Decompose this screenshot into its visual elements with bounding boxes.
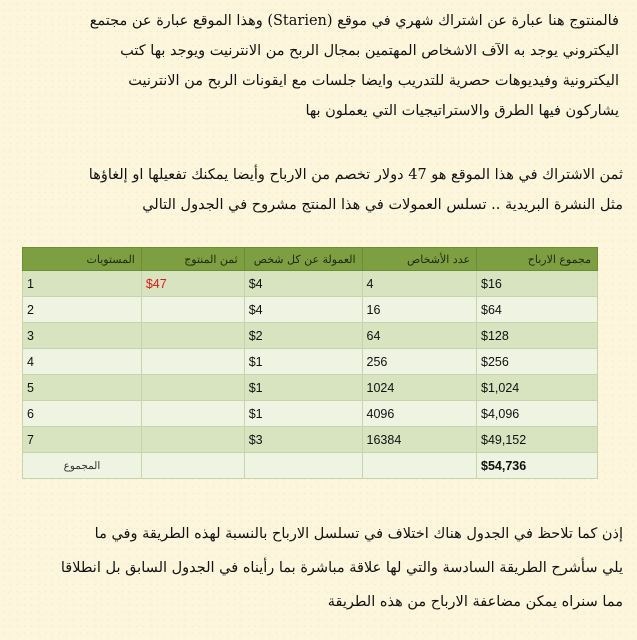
cell-commission: $1	[244, 375, 362, 401]
cell-people: 4	[362, 271, 477, 297]
cell-level: 5	[23, 375, 142, 401]
table-header-row	[23, 248, 598, 271]
cell-price	[141, 375, 244, 401]
intro-line: اليكترونية وفيديوهات حصرية للتدريب وايضا جلسات مع ايقونات الربح من الانترنيت	[128, 73, 619, 89]
cell-commission: $2	[244, 323, 362, 349]
price-paragraph	[14, 160, 623, 220]
cell-people: 16384	[362, 427, 477, 453]
header-people: عدد الأشخاص	[362, 248, 477, 271]
table-row	[23, 271, 598, 297]
header-total-profit: مجموع الارباح	[477, 248, 598, 271]
cell-people: 256	[362, 349, 477, 375]
table-total-row	[23, 453, 598, 479]
cell-commission: $4	[244, 297, 362, 323]
cell-profit: $16	[477, 271, 598, 297]
cell-profit: $128	[477, 323, 598, 349]
table-row	[23, 349, 598, 375]
outro-paragraph	[14, 517, 623, 619]
header-commission: العمولة عن كل شخص	[244, 248, 362, 271]
cell-price	[141, 297, 244, 323]
cell-price: $47	[141, 271, 244, 297]
cell-commission: $1	[244, 349, 362, 375]
table-row	[23, 323, 598, 349]
total-label: المجموع	[23, 453, 142, 479]
cell-people: 4096	[362, 401, 477, 427]
table-row	[23, 401, 598, 427]
cell-level: 4	[23, 349, 142, 375]
cell-profit: $64	[477, 297, 598, 323]
cell-level: 7	[23, 427, 142, 453]
cell-commission: $4	[244, 271, 362, 297]
cell-people: 64	[362, 323, 477, 349]
table-row	[23, 375, 598, 401]
header-levels: المستويات	[23, 248, 142, 271]
cell-profit: $49,152	[477, 427, 598, 453]
cell-profit: $256	[477, 349, 598, 375]
cell-commission: $3	[244, 427, 362, 453]
cell-level: 2	[23, 297, 142, 323]
cell-price	[141, 401, 244, 427]
intro-line: فالمنتوج هنا عبارة عن اشتراك شهري في موقع (Starien) وهذا الموقع عبارة عن مجتمع	[89, 13, 619, 29]
outro-line: إذن كما تلاحظ في الجدول هناك اختلاف في تسلسل الارباح بالنسبة لهذه الطريقة وفي ما	[94, 526, 623, 542]
table-row	[23, 297, 598, 323]
table-row	[23, 427, 598, 453]
outro-line: مما سنراه يمكن مضاعفة الارباح من هذه الطريقة	[327, 594, 623, 610]
cell-level: 3	[23, 323, 142, 349]
cell-price	[141, 349, 244, 375]
cell-profit: $4,096	[477, 401, 598, 427]
header-product-price: ثمن المنتوج	[141, 248, 244, 271]
commission-table	[22, 247, 598, 479]
price-line: ثمن الاشتراك في هذا الموقع هو 47 دولار تخصم من الارباح وأيضا يمكنك تفعيلها او إلغاؤها	[88, 167, 623, 183]
cell-profit: $1,024	[477, 375, 598, 401]
total-value: $54,736	[477, 453, 598, 479]
cell-people: 16	[362, 297, 477, 323]
cell-commission: $1	[244, 401, 362, 427]
price-line: مثل النشرة البريدية .. تسلس العمولات في هذا المنتج مشروح في الجدول التالي	[142, 197, 623, 213]
cell-level: 6	[23, 401, 142, 427]
cell-price	[141, 427, 244, 453]
outro-line: يلي سأشرح الطريقة السادسة والتي لها علاقة مباشرة بما رأيناه في الجدول السابق بل انطلاقا	[60, 560, 623, 576]
cell-price	[141, 323, 244, 349]
cell-empty	[244, 453, 362, 479]
intro-paragraph	[14, 6, 623, 126]
intro-line: يشاركون فيها الطرق والاستراتيجيات التي يعملون بها	[305, 103, 619, 119]
cell-empty	[141, 453, 244, 479]
cell-level: 1	[23, 271, 142, 297]
intro-line: اليكتروني يوجد به الآف الاشخاص المهتمين بمجال الربح من الانترنيت ويوجد بها كتب	[120, 43, 619, 59]
cell-people: 1024	[362, 375, 477, 401]
cell-empty	[362, 453, 477, 479]
